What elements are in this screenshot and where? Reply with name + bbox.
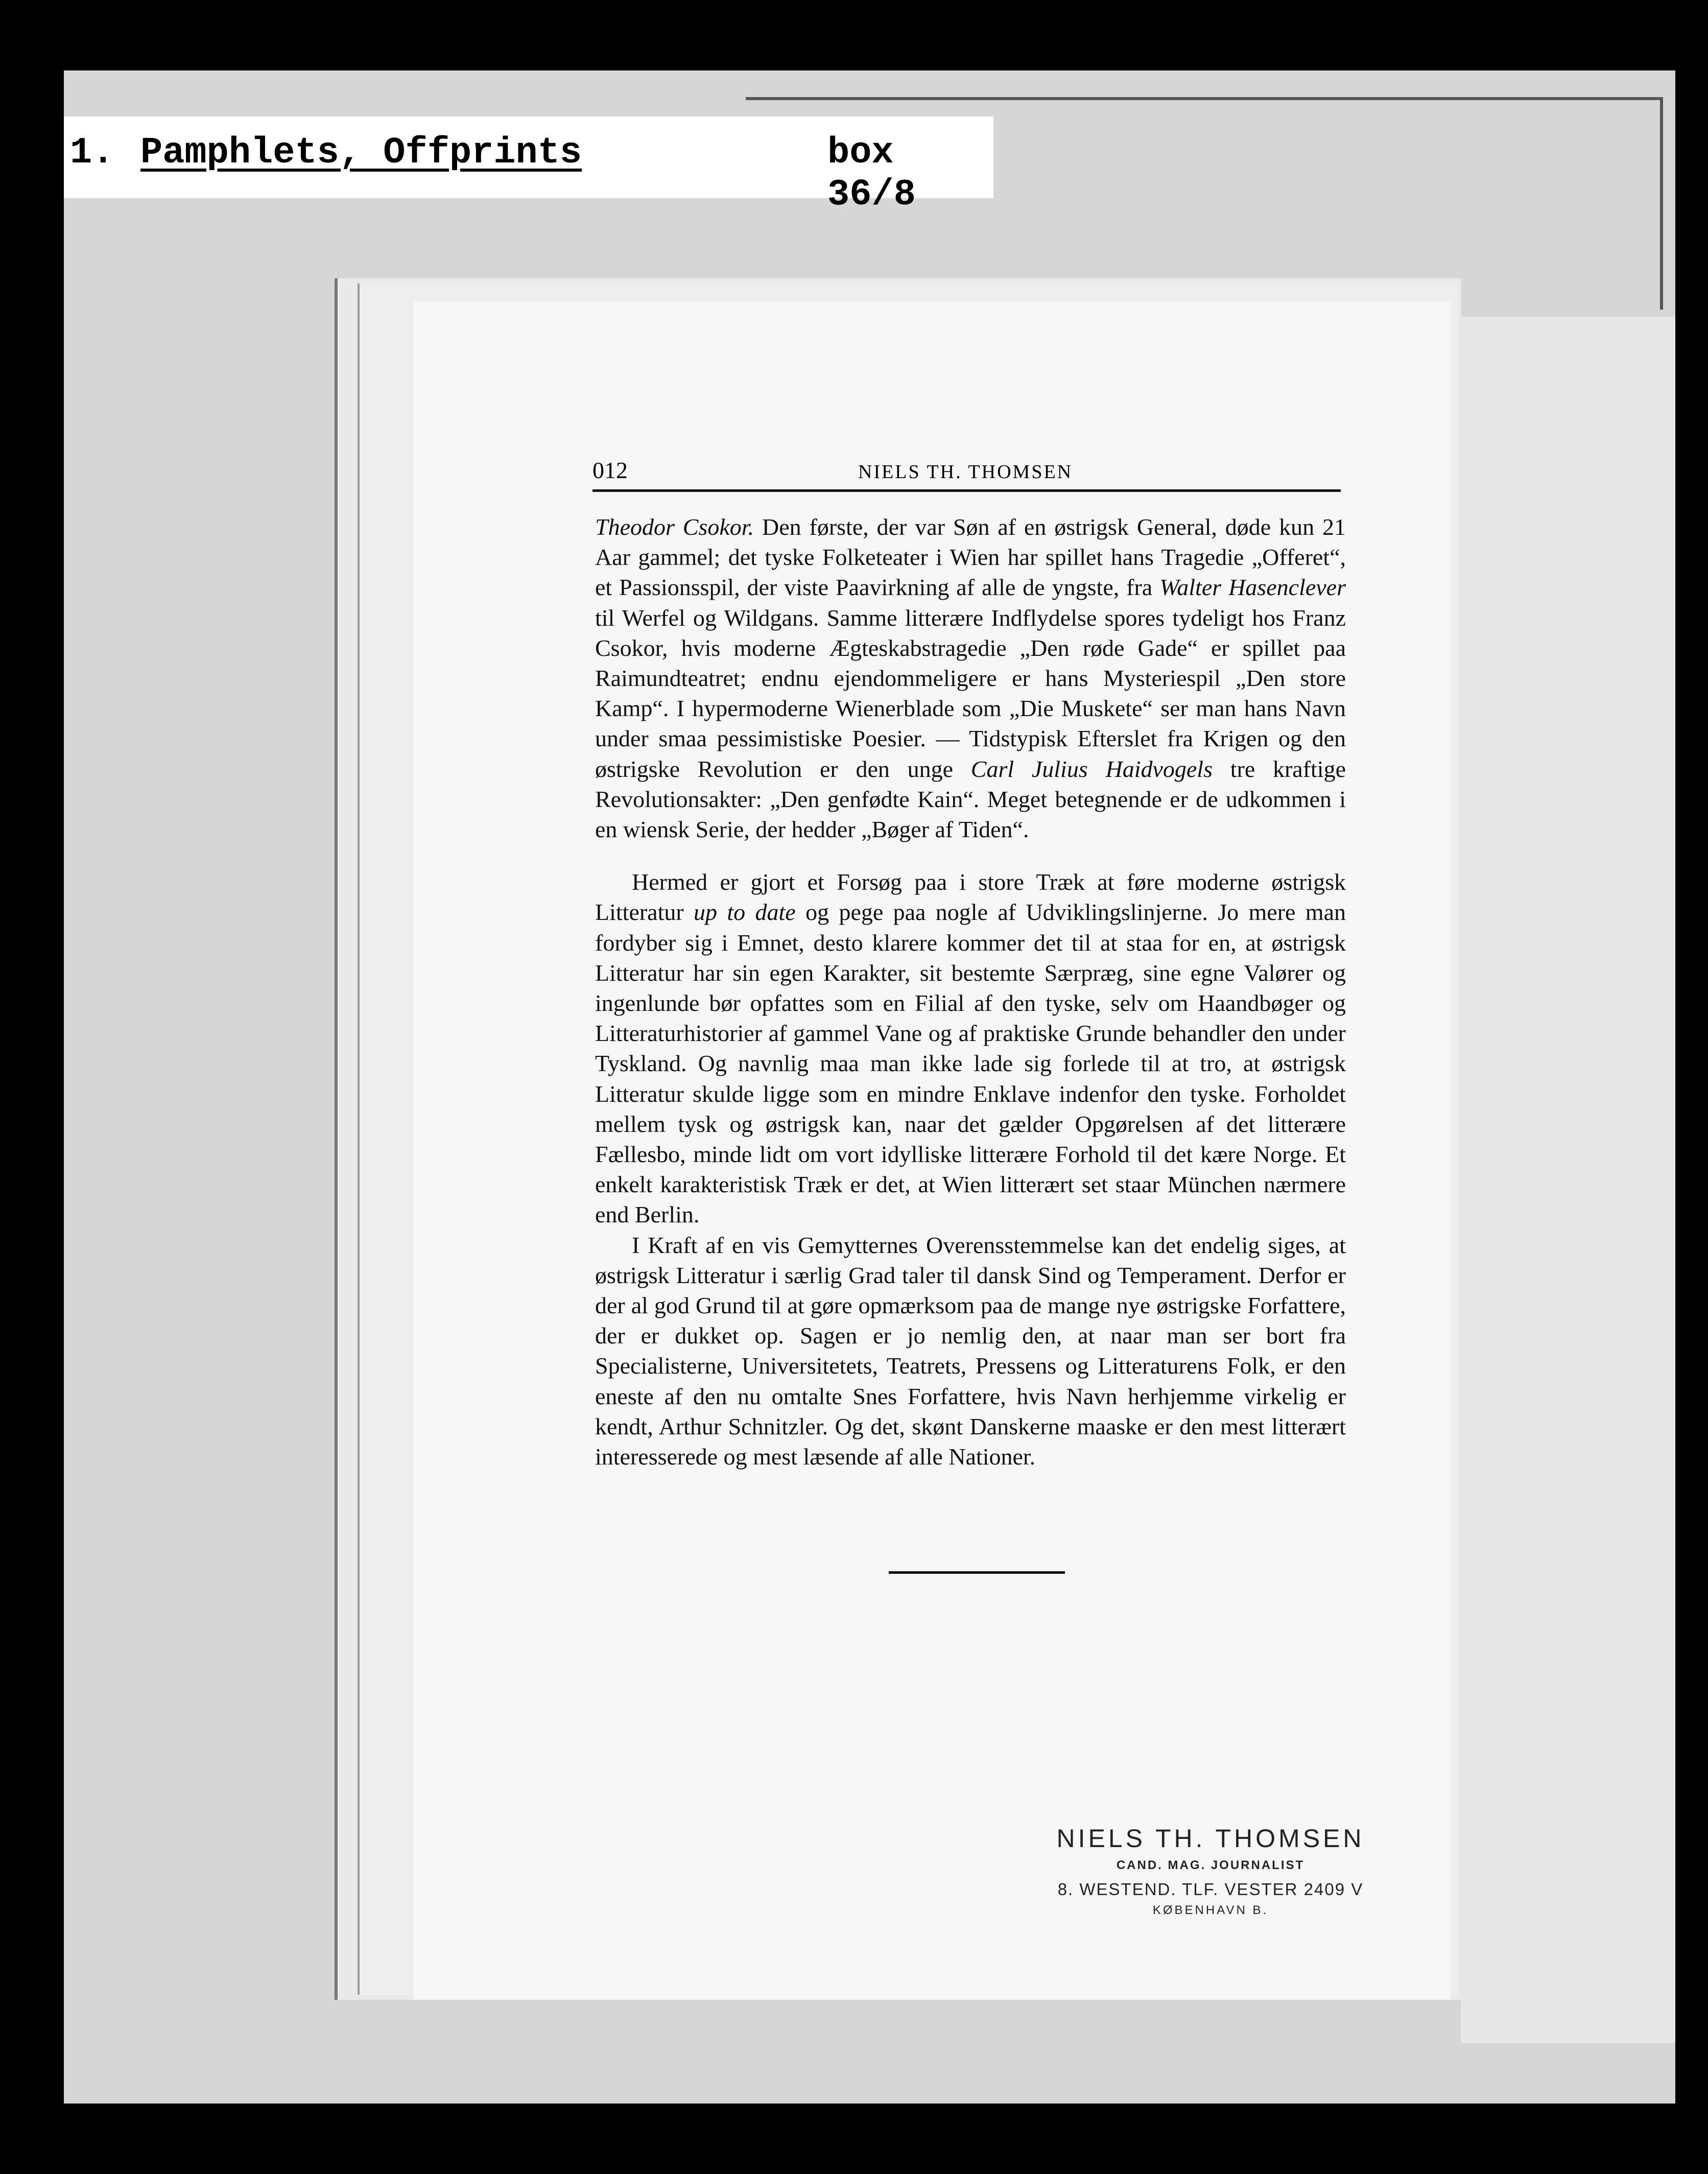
text-run: tre kraftige Revolutionsakter: „Den genfødte Kain“. Meget betegnende er de udkommen i en wiensk Serie, der hedder „Bøger af Tiden“. [595,755,1346,843]
section-end-rule [889,1571,1065,1574]
paragraph-2 [595,867,1346,1230]
stamp-city: KØBENHAVN B. [1152,1903,1269,1917]
author-stamp [1027,1824,1394,1918]
folder-inner-sheet [1461,317,1675,2043]
header-author: NIELS TH. THOMSEN [858,461,1073,483]
running-header [592,454,1341,492]
text-run: til Werfel og Wildgans. Samme litterære Indflydelse spores tydeligt hos Franz Csokor, hvis moderne Ægteskabstragedie „Den røde Gade“ er spillet paa Raimundteatret; endnu ejendommeligere er hans Mysteriespil „Den store Kamp“. I hypermoderne Wienerblade som „Die Muskete“ ser man hans Navn under smaa pessimistiske Poesier. — Tidstypisk Efterslet fra Krigen og den østrigske Revolution er den unge [595,604,1346,782]
text-run: og pege paa nogle af Udviklingslinjerne. Jo mere man fordyber sig i Emnet, desto klarere kommer det til at staa for en, at østrigsk Litteratur har sin egen Karakter, sit bestemte Særpræg, sine egne Valører og ingenlunde bør opfattes som en Filial af den tyske, selv om Haandbøger og Litteraturhistorier af gammel Vane og af praktiske Grunde behandler den under Tyskland. Og navnlig maa man ikke lade sig forlede til at tro, at østrigsk Litteratur skulde ligge som en mindre Enklave indenfor den tyske. Forholdet mellem tysk og østrigsk kan, naar det gælder Opgørelsen af det litterære Fællesbo, minde lidt om vort idylliske litterære Forhold til det kære Norge. Et enkelt karakteristisk Træk er det, at Wien litterært set staar München nærmere end Berlin. [595,899,1346,1228]
italic-name: Theodor Csokor. [595,514,754,540]
archive-label [64,116,993,216]
article-body [595,512,1346,1472]
text-run: I Kraft af en vis Gemytternes Overensstemmelse kan det endelig siges, at østrigsk Litteratur i særlig Grad taler til dansk Sind og Temperament. Derfor er der al god Grund til at gøre opmærksom paa de mange nye østrigske Forfattere, der er dukket op. Sagen er jo nemlig den, at naar man ser bort fra Specialisterne, Universitetets, Teatrets, Pressens og Litteraturens Folk, er den eneste af den nu omtalte Snes Forfattere, hvis Navn herhjemme virkelig er kendt, Arthur Schnitzler. Og det, skønt Danskerne maaske er den mest litterært interesserede og mest læsende af alle Nationer. [595,1232,1346,1470]
text-run: Den første, der var Søn af en østrigsk General, døde kun 21 Aar gammel; det tyske Folketeater i Wien har spillet hans Tragedie „Offeret“, et Passionsspil, der viste Paavirkning af alle de yngste, fra [595,514,1346,601]
italic-name: Walter Hasenclever [1159,574,1346,601]
italic-name: Carl Julius Haidvogels [970,755,1213,782]
stamp-address: 8. WESTEND. TLF. VESTER 2409 V [1057,1880,1364,1899]
paragraph-1 [595,512,1346,844]
label-box: box 36/8 [827,132,916,216]
italic-phrase: up to date [694,899,796,926]
label-number: 1. [70,132,114,174]
page-number: 012 [592,457,628,483]
text-run: Hermed er gjort et Forsøg paa i store Træk at føre moderne østrigsk Litteratur [595,869,1346,926]
label-title: Pamphlets, Offprints [140,132,582,174]
stamp-title: CAND. MAG. JOURNALIST [1116,1858,1305,1872]
paragraph-3 [595,1230,1346,1472]
stamp-name: NIELS TH. THOMSEN [1056,1824,1365,1853]
